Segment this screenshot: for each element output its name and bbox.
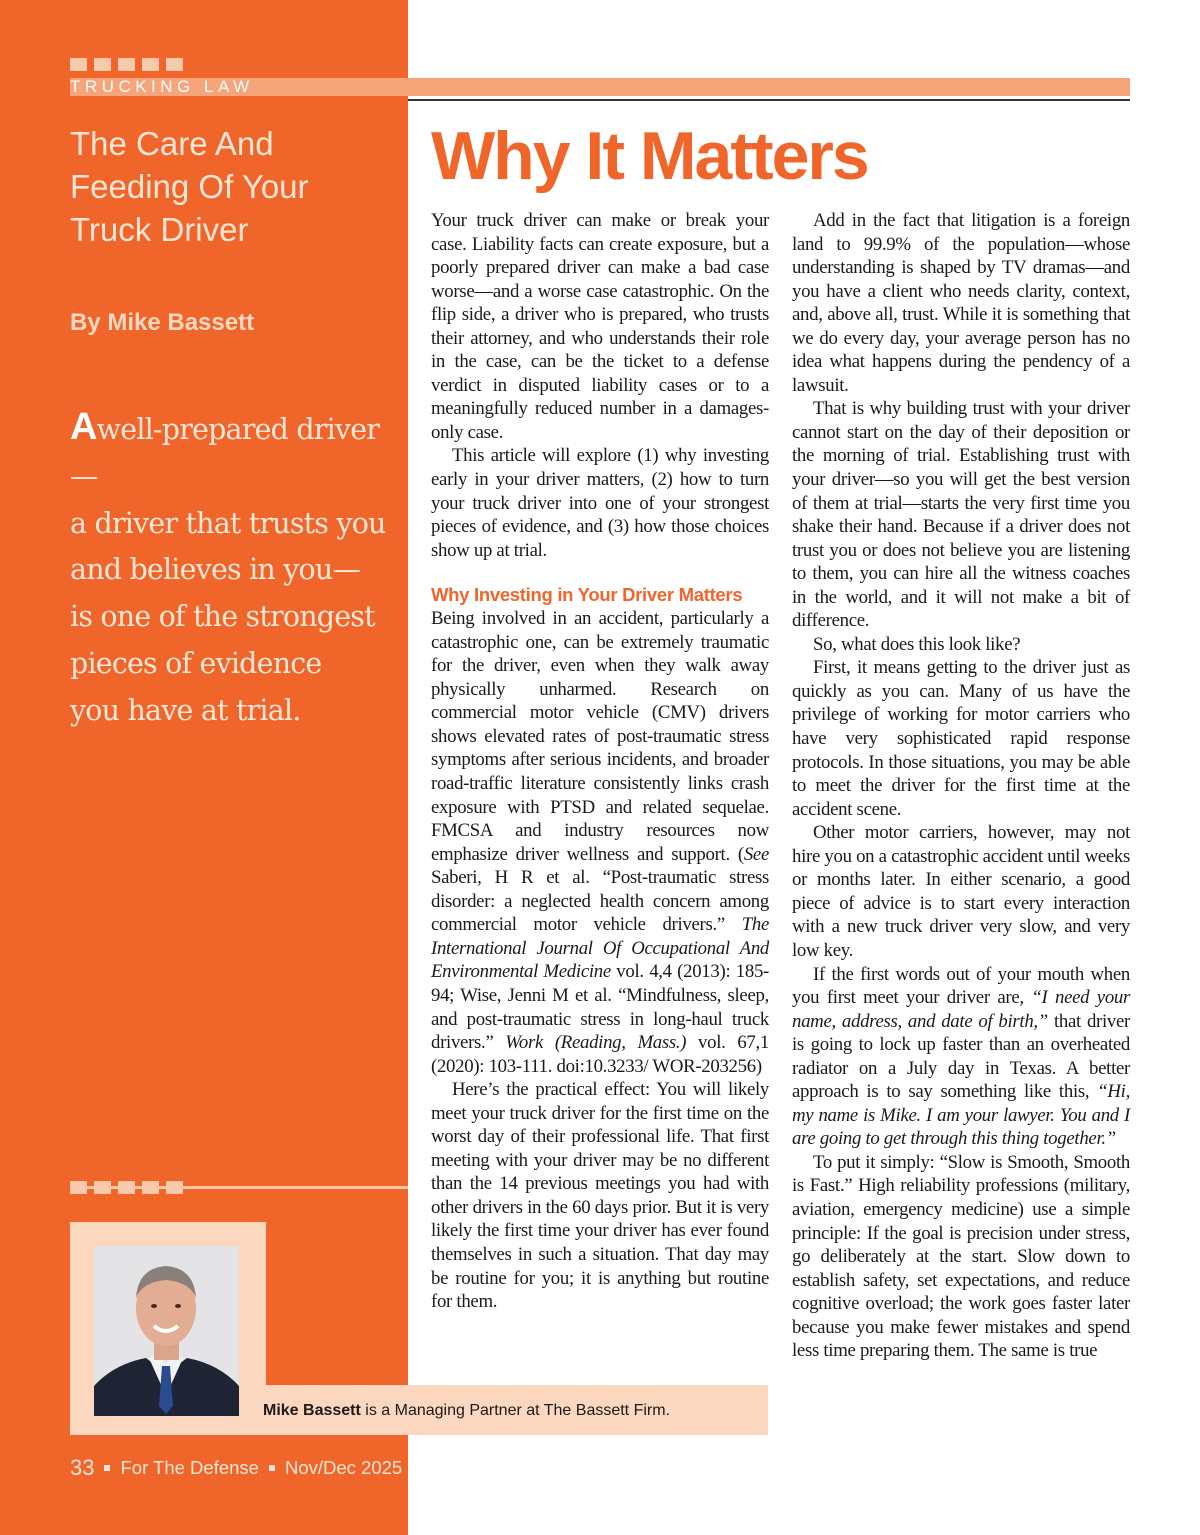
paragraph: Other motor carriers, however, may not hire you on a catastrophic accident until weeks or months later. In either scenario, a good piece of advice is to start every interaction with a new truck driver very slow, and very low key. bbox=[792, 822, 1130, 961]
article-subtitle: The Care And Feeding Of Your Truck Driver bbox=[70, 125, 309, 248]
paragraph: This article will explore (1) why investing early in your driver matters, (2) how to turn your truck driver into one of your strongest pieces of evidence, and (3) how those choices show up at trial. bbox=[431, 445, 769, 561]
paragraph: First, it means getting to the driver just as quickly as you can. Many of us have the privilege of working for motor carriers who have very sophisticated rapid response protocols. In those situations, you may be able to meet the driver for the first time at the accident scene. bbox=[792, 657, 1130, 820]
author-photo bbox=[94, 1246, 239, 1416]
byline: By Mike Bassett bbox=[70, 309, 255, 336]
pull-quote bbox=[70, 404, 400, 735]
footer-bullet-icon bbox=[104, 1465, 110, 1471]
article-column-left bbox=[431, 209, 769, 1314]
paragraph: Add in the fact that litigation is a foreign land to 99.9% of the population—whose understanding is shaped by TV dramas—and you have a client who needs clarity, context, and, above all, trust. While it is something that we do every day, your average person has no idea what happens during the pendency of a lawsuit. bbox=[792, 210, 1130, 396]
pull-quote-initial: A bbox=[70, 406, 97, 448]
publication-name: For The Defense bbox=[120, 1457, 259, 1478]
article-column-right bbox=[792, 209, 1130, 1363]
decorative-squares-top bbox=[70, 58, 183, 71]
section-label: TRUCKING LAW bbox=[70, 77, 254, 96]
paragraph: That is why building trust with your driver cannot start on the day of their deposition or the morning of trial. Establishing trust with your driver—so you will get the best version of them at trial—starts the very first time you shake their hand. Because if a driver does not trust you or does not believe you are listening to them, you can hire all the witness coaches in the world, and it will not make a bit of difference. bbox=[792, 398, 1130, 632]
paragraph: Your truck driver can make or break your case. Liability facts can create exposure, but a poorly prepared driver can make a bad case worse—and a worse case catastrophic. On the flip side, a driver who is prepared, who trusts their attorney, and who understands their role in the case, can be the ticket to a defense verdict in disputed liability cases or to a meaningfully reduced number in a damages-only case. bbox=[431, 210, 769, 443]
decorative-squares-bottom bbox=[70, 1181, 408, 1199]
paragraph: Being involved in an accident, particularly a catastrophic one, can be extremely traumatic for the driver, even when they walk away physically unharmed. Research on commercial motor vehicle (CMV) drivers shows elevated rates of post-traumatic stress symptoms after serious incidents, and broader road-traffic literature consistently links crash exposure with PTSD and related sequelae. FMCSA and industry resources now emphasize driver wellness and support. (See Saberi, H R et al. “Post-traumatic stress disorder: a neglected health concern among commercial motor vehicle drivers.” The International Journal Of Occupational And Environmental Medicine vol. 4,4 (2013): 185-94; Wise, Jenni M et al. “Mindfulness, sleep, and post-traumatic stress in long-haul truck drivers.” Work (Reading, Mass.) vol. 67,1 (2020): 103-111. doi:10.3233/ WOR-203256) bbox=[431, 608, 769, 1077]
footer-bullet-icon bbox=[269, 1465, 275, 1471]
pull-quote-text: well-prepared driver— a driver that trusts you and believes in you— is one of the strongest pieces of evidence you have at trial. bbox=[70, 413, 386, 727]
paragraph: So, what does this look like? bbox=[813, 633, 1021, 655]
author-bio bbox=[263, 1402, 670, 1420]
header-rule bbox=[408, 99, 1130, 101]
article-headline: Why It Matters bbox=[431, 118, 868, 194]
author-portrait-icon bbox=[94, 1246, 239, 1416]
author-bio-name: Mike Bassett bbox=[263, 1402, 361, 1419]
paragraph: Here’s the practical effect: You will likely meet your truck driver for the first time on the worst day of their professional life. That first meeting with your driver may be no different than the 14 previous meetings you had with other drivers in the 60 days prior. But it is very likely the first time your driver has ever found themselves in such a situation. That day may be routine for you; it is anything but routine for them. bbox=[431, 1079, 769, 1313]
issue-date: Nov/Dec 2025 bbox=[284, 1457, 403, 1478]
section-heading: Why Investing in Your Driver Matters bbox=[431, 584, 743, 606]
page-number: 33 bbox=[70, 1455, 95, 1480]
page-footer bbox=[70, 1455, 402, 1481]
paragraph: To put it simply: “Slow is Smooth, Smooth is Fast.” High reliability professions (military, aviation, emergency medicine) use a simple principle: If the goal is precision under stress, go deliberately at the start. Slow down to establish safety, set expectations, and reduce cognitive overload; the work goes faster later because you make fewer mistakes and spend less time preparing them. The same is true bbox=[792, 1151, 1130, 1362]
paragraph: If the first words out of your mouth when you first meet your driver are, “I need your name, address, and date of birth,” that driver is going to lock up faster than an overheated radiator on a July day in Texas. A better approach is to say something like this, “Hi, my name is Mike. I am your lawyer. You and I are going to get through this thing together.” bbox=[792, 963, 1131, 1150]
author-bio-text: is a Managing Partner at The Bassett Firm. bbox=[360, 1402, 670, 1419]
